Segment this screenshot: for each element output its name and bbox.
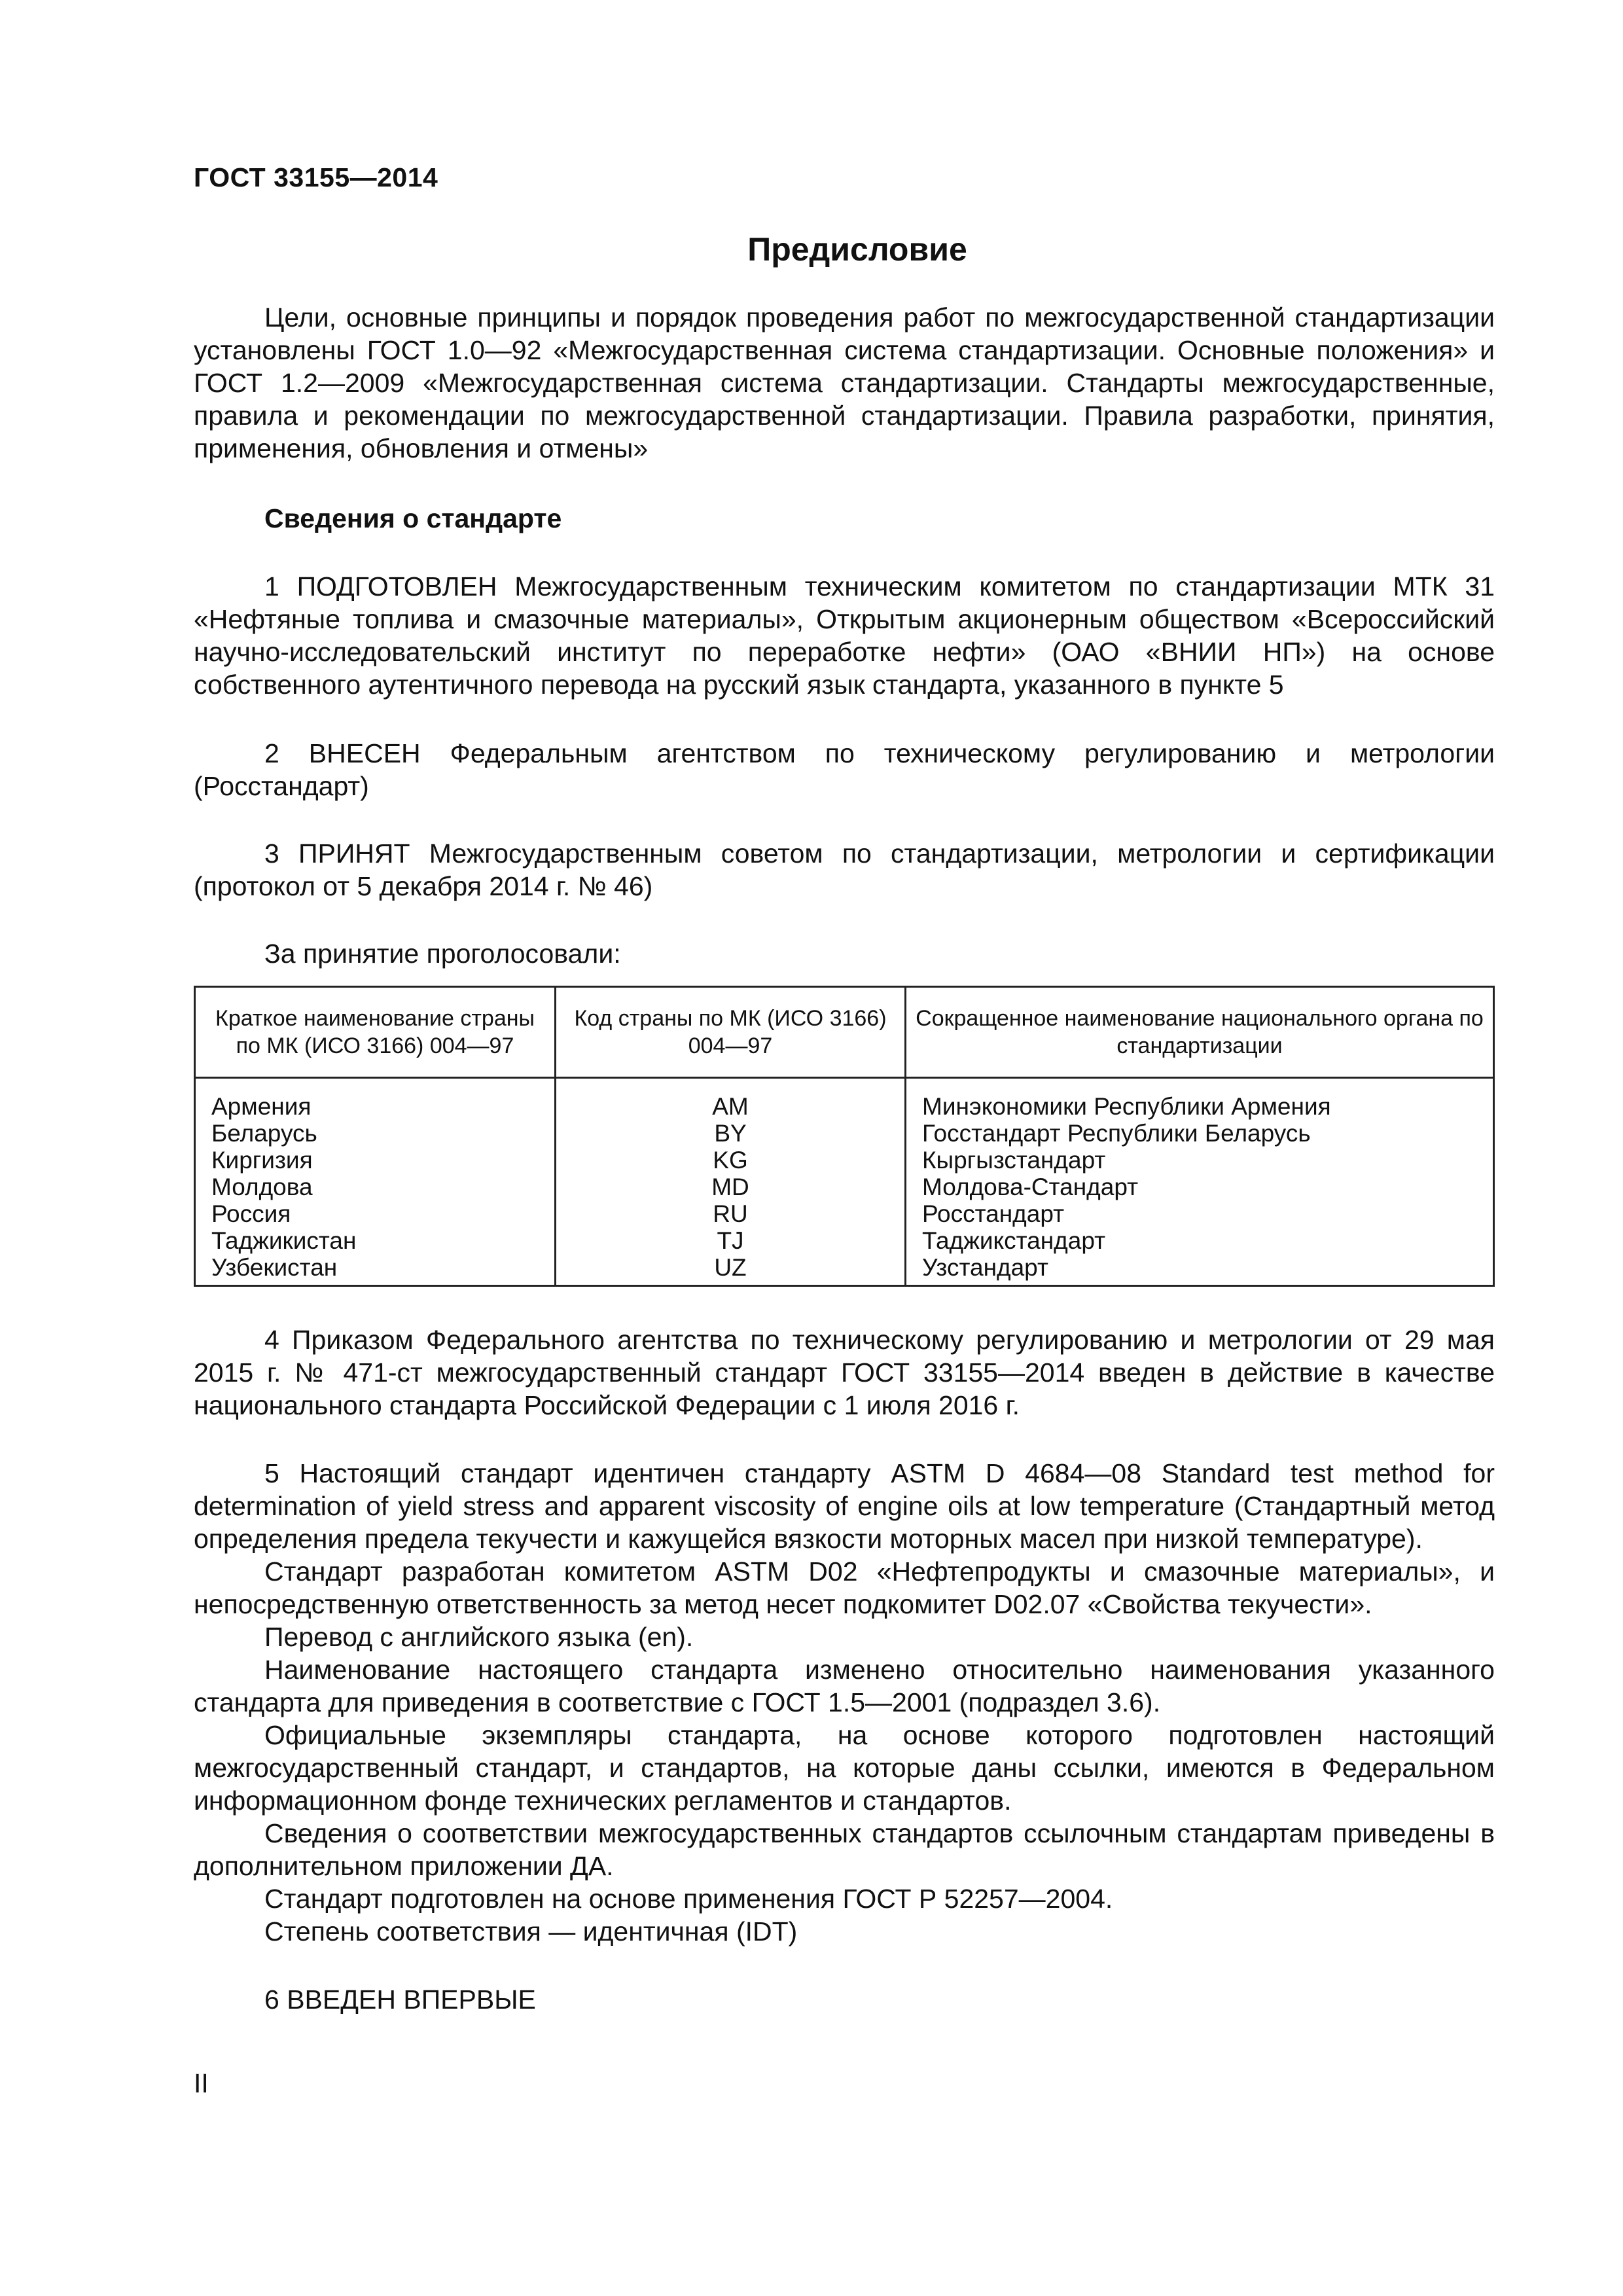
item-1-text: 1 ПОДГОТОВЛЕН Межгосударственным техническим комитетом по стандартизации МТК 31 «Нефтяные топлива и смазочные материалы», Открытым акционерным обществом «Всероссийский научно-исследовательский институт по переработке нефти» (ОАО «ВНИИ НП») на основе собственного аутентичного перевода на русский язык стандарта, указанного в пункте 5 [194, 571, 1495, 700]
subheading-block [194, 502, 1495, 535]
table-cell-country: Узбекистан [195, 1254, 556, 1286]
table-cell-body: Кыргызстандарт [906, 1147, 1494, 1174]
document-id: ГОСТ 33155—2014 [194, 162, 438, 192]
table-row [195, 1200, 1494, 1227]
table-cell-code: UZ [556, 1254, 906, 1286]
table-cell-code: TJ [556, 1227, 906, 1254]
section-subheading: Сведения о стандарте [264, 503, 562, 533]
table-cell-code: KG [556, 1147, 906, 1174]
item-2 [194, 737, 1495, 802]
table-cell-code: RU [556, 1200, 906, 1227]
table-row [195, 1227, 1494, 1254]
table-cell-code: AM [556, 1078, 906, 1121]
item-3 [194, 837, 1495, 903]
table-row [195, 1174, 1494, 1200]
item-6 [194, 1983, 1495, 2016]
table-cell-country: Таджикистан [195, 1227, 556, 1254]
item-5-basis-text: Стандарт подготовлен на основе применения ГОСТ Р 52257—2004. [264, 1884, 1113, 1914]
item-4-text: 4 Приказом Федерального агентства по техническому регулированию и метрологии от 29 мая 2015 г. № 471-ст межгосударственный стандарт ГОСТ 33155—2014 введен в действие в качестве национального стандарта Российской Федерации с 1 июля 2016 г. [194, 1325, 1495, 1420]
item-2-text: 2 ВНЕСЕН Федеральным агентством по техническому регулированию и метрологии (Росстандарт) [194, 738, 1495, 801]
table-row [195, 1078, 1494, 1121]
item-5-title-change-text: Наименование настоящего стандарта изменено относительно наименования указанного стандарта для приведения в соответствие с ГОСТ 1.5—2001 (подраздел 3.6). [194, 1655, 1495, 1717]
table-cell-body: Госстандарт Республики Беларусь [906, 1120, 1494, 1147]
item-6-text: 6 ВВЕДЕН ВПЕРВЫЕ [264, 1984, 536, 2015]
table-header-row [195, 987, 1494, 1078]
table-cell-country: Россия [195, 1200, 556, 1227]
item-3-text: 3 ПРИНЯТ Межгосударственным советом по стандартизации, метрологии и сертификации (протокол от 5 декабря 2014 г. № 46) [194, 838, 1495, 901]
table-row [195, 1254, 1494, 1286]
item-5-conformity-text: Степень соответствия — идентичная (IDT) [264, 1916, 798, 1946]
table-cell-code: MD [556, 1174, 906, 1200]
table-row [195, 1147, 1494, 1174]
intro-paragraph [194, 301, 1495, 465]
table-cell-body: Молдова-Стандарт [906, 1174, 1494, 1200]
vote-label: За принятие проголосовали: [264, 939, 621, 969]
table-cell-body: Таджикстандарт [906, 1227, 1494, 1254]
table-header-body: Сокращенное наименование национального органа по стандартизации [906, 987, 1494, 1078]
table-cell-country: Армения [195, 1078, 556, 1121]
table-cell-body: Росстандарт [906, 1200, 1494, 1227]
voting-table [194, 986, 1495, 1287]
table-cell-country: Беларусь [195, 1120, 556, 1147]
table-cell-body: Узстандарт [906, 1254, 1494, 1286]
table-cell-code: BY [556, 1120, 906, 1147]
table-row [195, 1120, 1494, 1147]
item-4 [194, 1323, 1495, 1422]
item-5-references-text: Сведения о соответствии межгосударственных стандартов ссылочным стандартам приведены в дополнительном приложении ДА. [194, 1818, 1495, 1881]
item-5-text: 5 Настоящий стандарт идентичен стандарту ASTM D 4684—08 Standard test method for determination of yield stress and apparent viscosity of engine oils at low temperature (Стандартный метод определения предела текучести и кажущейся вязкости моторных масел при низкой температуре). [194, 1458, 1495, 1554]
table-header-country: Краткое наименование страны по МК (ИСО 3166) 004—97 [195, 987, 556, 1078]
vote-label-block [194, 937, 1495, 970]
item-1 [194, 570, 1495, 701]
item-5-translation-text: Перевод с английского языка (en). [264, 1622, 694, 1652]
table-cell-body: Минэкономики Республики Армения [906, 1078, 1494, 1121]
table-header-code: Код страны по МК (ИСО 3166) 004—97 [556, 987, 906, 1078]
table-cell-country: Молдова [195, 1174, 556, 1200]
intro-text: Цели, основные принципы и порядок проведения работ по межгосударственной стандартизации установлены ГОСТ 1.0—92 «Межгосударственная система стандартизации. Основные положения» и ГОСТ 1.2—2009 «Межгосударственная система стандартизации. Стандарты межгосударственные, правила и рекомендации по межгосударственной стандартизации. Правила разработки, принятия, применения, обновления и отмены» [194, 302, 1495, 463]
item-5 [194, 1457, 1495, 1948]
page-title: Предисловие [747, 231, 967, 268]
item-5-official-copies-text: Официальные экземпляры стандарта, на основе которого подготовлен настоящий межгосударственный стандарт, и стандартов, на которые даны ссылки, имеются в Федеральном информационном фонде технических регламентов и стандартов. [194, 1720, 1495, 1816]
item-5-committee-text: Стандарт разработан комитетом ASTM D02 «Нефтепродукты и смазочные материалы», и непосредственную ответственность за метод несет подкомитет D02.07 «Свойства текучести». [194, 1556, 1495, 1619]
page-number: II [194, 2068, 209, 2098]
table-cell-country: Киргизия [195, 1147, 556, 1174]
